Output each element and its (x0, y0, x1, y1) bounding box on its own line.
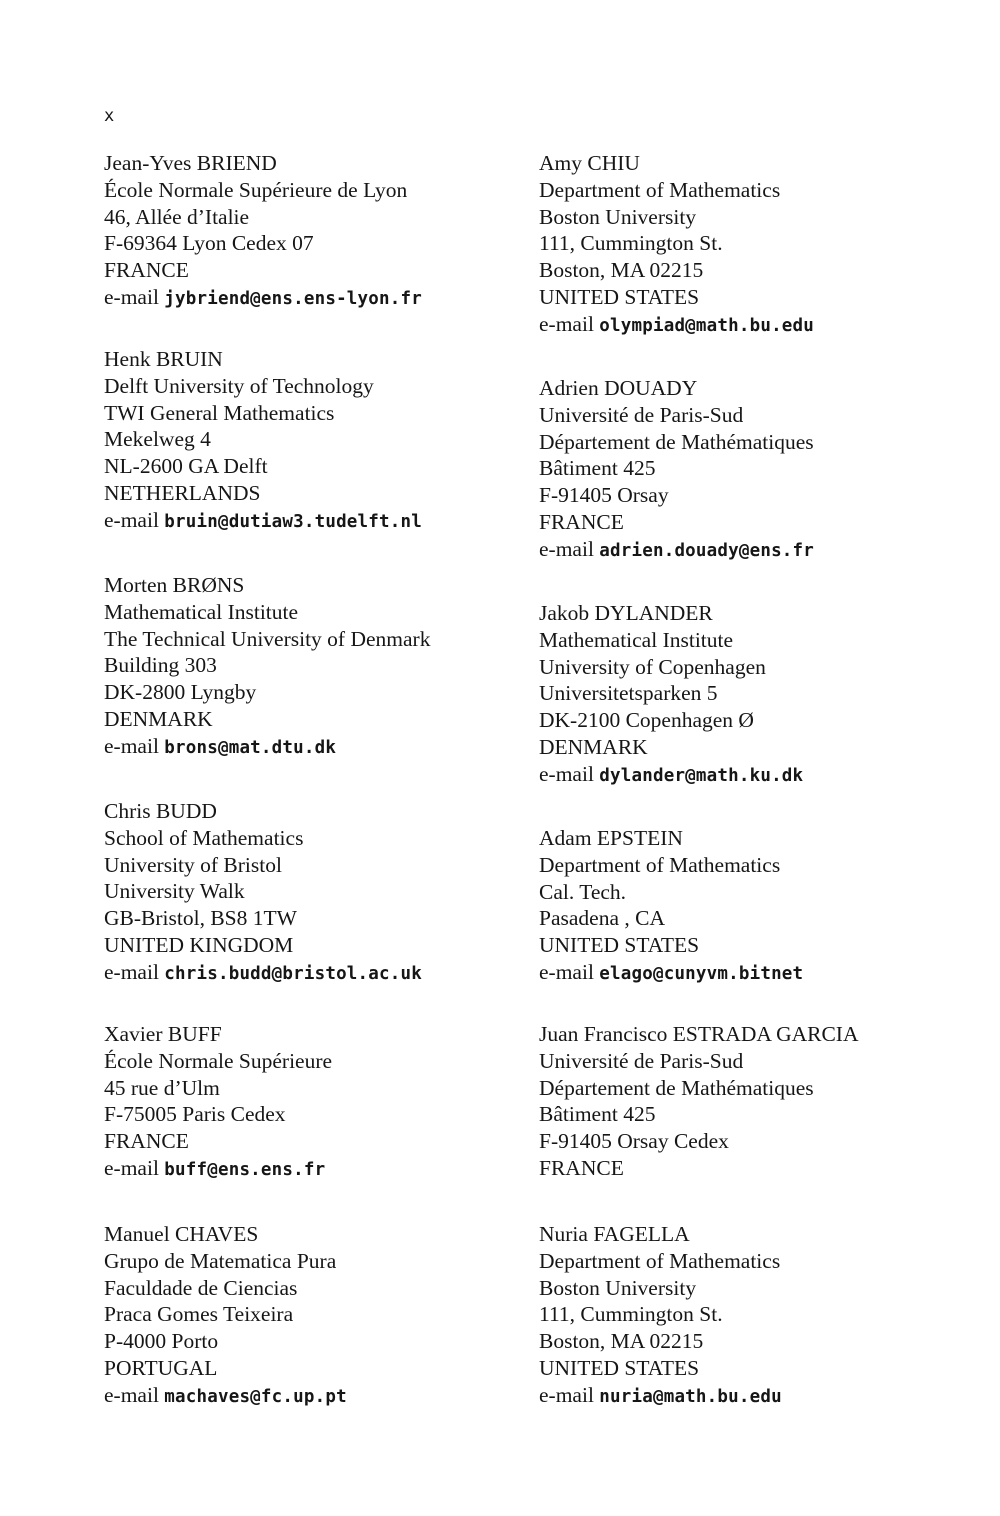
address-entry (104, 150, 422, 311)
email-label: e-mail (104, 733, 159, 758)
address-line: School of Mathematics (104, 825, 304, 850)
email-line (104, 284, 422, 311)
address-entry (539, 825, 803, 986)
address-line: F-91405 Orsay (539, 483, 669, 508)
email-address[interactable]: nuria@math.bu.edu (599, 1386, 782, 1407)
address-line: NETHERLANDS (104, 480, 261, 505)
address-line: Mekelweg 4 (104, 427, 211, 452)
address-line: Pasadena , CA (539, 906, 665, 931)
address-line: Boston University (539, 204, 697, 229)
address-line: Université de Paris-Sud (539, 1048, 744, 1073)
email-label: e-mail (104, 1155, 159, 1180)
address-line: FRANCE (104, 258, 189, 283)
person-name: Juan Francisco ESTRADA GARCIA (539, 1022, 859, 1046)
email-address[interactable]: chris.budd@bristol.ac.uk (164, 963, 422, 984)
address-line: DENMARK (104, 706, 213, 731)
email-line (539, 1382, 782, 1409)
email-line (104, 959, 422, 986)
address-line: TWI General Mathematics (104, 400, 335, 425)
address-line: DENMARK (539, 734, 648, 759)
address-entry (539, 1021, 859, 1182)
email-address[interactable]: buff@ens.ens.fr (164, 1159, 326, 1180)
address-line: 111, Cummington St. (539, 231, 723, 256)
email-line (104, 507, 422, 534)
address-line: Bâtiment 425 (539, 1102, 656, 1127)
email-label: e-mail (539, 761, 594, 786)
email-label: e-mail (539, 959, 594, 984)
person-name: Henk BRUIN (104, 347, 223, 371)
address-entry (539, 150, 814, 338)
address-entry (104, 346, 422, 534)
address-line: University of Copenhagen (539, 654, 766, 679)
person-name: Xavier BUFF (104, 1022, 222, 1046)
address-line: P-4000 Porto (104, 1329, 219, 1354)
email-line (104, 1155, 332, 1182)
address-line: Building 303 (104, 653, 217, 678)
address-line: Faculdade de Ciencias (104, 1275, 298, 1300)
address-line: École Normale Supérieure (104, 1048, 333, 1073)
email-address[interactable]: olympiad@math.bu.edu (599, 315, 815, 336)
address-line: F-91405 Orsay Cedex (539, 1129, 729, 1154)
person-name: Amy CHIU (539, 151, 640, 175)
address-line: UNITED STATES (539, 1355, 700, 1380)
email-address[interactable]: elago@cunyvm.bitnet (599, 963, 804, 984)
address-entry (104, 798, 422, 986)
address-entry (539, 375, 814, 563)
address-line: FRANCE (539, 1155, 624, 1180)
address-line: FRANCE (539, 509, 624, 534)
address-line: PORTUGAL (104, 1355, 218, 1380)
email-address[interactable]: machaves@fc.up.pt (164, 1386, 347, 1407)
address-line: Universitetsparken 5 (539, 681, 718, 706)
email-label: e-mail (104, 284, 159, 309)
address-line: Mathematical Institute (539, 627, 734, 652)
email-line (104, 1382, 347, 1409)
address-line: GB-Bristol, BS8 1TW (104, 906, 297, 931)
email-label: e-mail (104, 507, 159, 532)
address-line: UNITED STATES (539, 933, 700, 958)
address-line: Université de Paris-Sud (539, 402, 744, 427)
address-line: University Walk (104, 879, 245, 904)
person-name: Jean-Yves BRIEND (104, 151, 277, 175)
page-number: x (104, 106, 115, 126)
address-entry (539, 600, 803, 788)
email-label: e-mail (104, 959, 159, 984)
address-line: Département de Mathématiques (539, 429, 814, 454)
email-label: e-mail (104, 1382, 159, 1407)
address-line: NL-2600 GA Delft (104, 454, 268, 479)
email-line (539, 536, 814, 563)
person-name: Jakob DYLANDER (539, 601, 713, 625)
address-line: Delft University of Technology (104, 373, 374, 398)
address-line: Boston, MA 02215 (539, 1329, 704, 1354)
address-line: University of Bristol (104, 852, 282, 877)
email-label: e-mail (539, 1382, 594, 1407)
address-line: UNITED KINGDOM (104, 932, 294, 957)
email-line (539, 761, 803, 788)
email-line (539, 311, 814, 338)
address-line: Department of Mathematics (539, 177, 781, 202)
address-line: DK-2100 Copenhagen Ø (539, 708, 754, 733)
address-line: Department of Mathematics (539, 1248, 781, 1273)
address-line: UNITED STATES (539, 284, 700, 309)
address-line: 46, Allée d’Italie (104, 204, 250, 229)
email-address[interactable]: jybriend@ens.ens-lyon.fr (164, 288, 422, 309)
address-line: 111, Cummington St. (539, 1302, 723, 1327)
person-name: Morten BRØNS (104, 573, 245, 597)
address-line: DK-2800 Lyngby (104, 680, 257, 705)
email-address[interactable]: dylander@math.ku.dk (599, 765, 804, 786)
address-line: Mathematical Institute (104, 599, 299, 624)
email-address[interactable]: brons@mat.dtu.dk (164, 737, 337, 758)
address-line: Grupo de Matematica Pura (104, 1248, 337, 1273)
address-line: Cal. Tech. (539, 879, 627, 904)
address-entry (104, 1021, 332, 1182)
address-entry (104, 572, 430, 760)
person-name: Chris BUDD (104, 799, 217, 823)
address-line: Department of Mathematics (539, 852, 781, 877)
address-line: Département de Mathématiques (539, 1075, 814, 1100)
address-line: The Technical University of Denmark (104, 626, 431, 651)
email-label: e-mail (539, 536, 594, 561)
person-name: Manuel CHAVES (104, 1222, 259, 1246)
address-line: F-69364 Lyon Cedex 07 (104, 231, 314, 256)
person-name: Adrien DOUADY (539, 376, 698, 400)
address-entry (104, 1221, 347, 1409)
address-line: Boston University (539, 1275, 697, 1300)
address-line: Bâtiment 425 (539, 456, 656, 481)
address-line: F-75005 Paris Cedex (104, 1102, 286, 1127)
address-entry (539, 1221, 782, 1409)
person-name: Nuria FAGELLA (539, 1222, 690, 1246)
email-line (104, 733, 430, 760)
email-line (539, 959, 803, 986)
address-line: École Normale Supérieure de Lyon (104, 177, 408, 202)
address-line: 45 rue d’Ulm (104, 1075, 220, 1100)
email-label: e-mail (539, 311, 594, 336)
address-line: Praca Gomes Teixeira (104, 1302, 294, 1327)
person-name: Adam EPSTEIN (539, 826, 683, 850)
address-line: Boston, MA 02215 (539, 258, 704, 283)
email-address[interactable]: bruin@dutiaw3.tudelft.nl (164, 511, 422, 532)
address-line: FRANCE (104, 1129, 189, 1154)
email-address[interactable]: adrien.douady@ens.fr (599, 540, 815, 561)
